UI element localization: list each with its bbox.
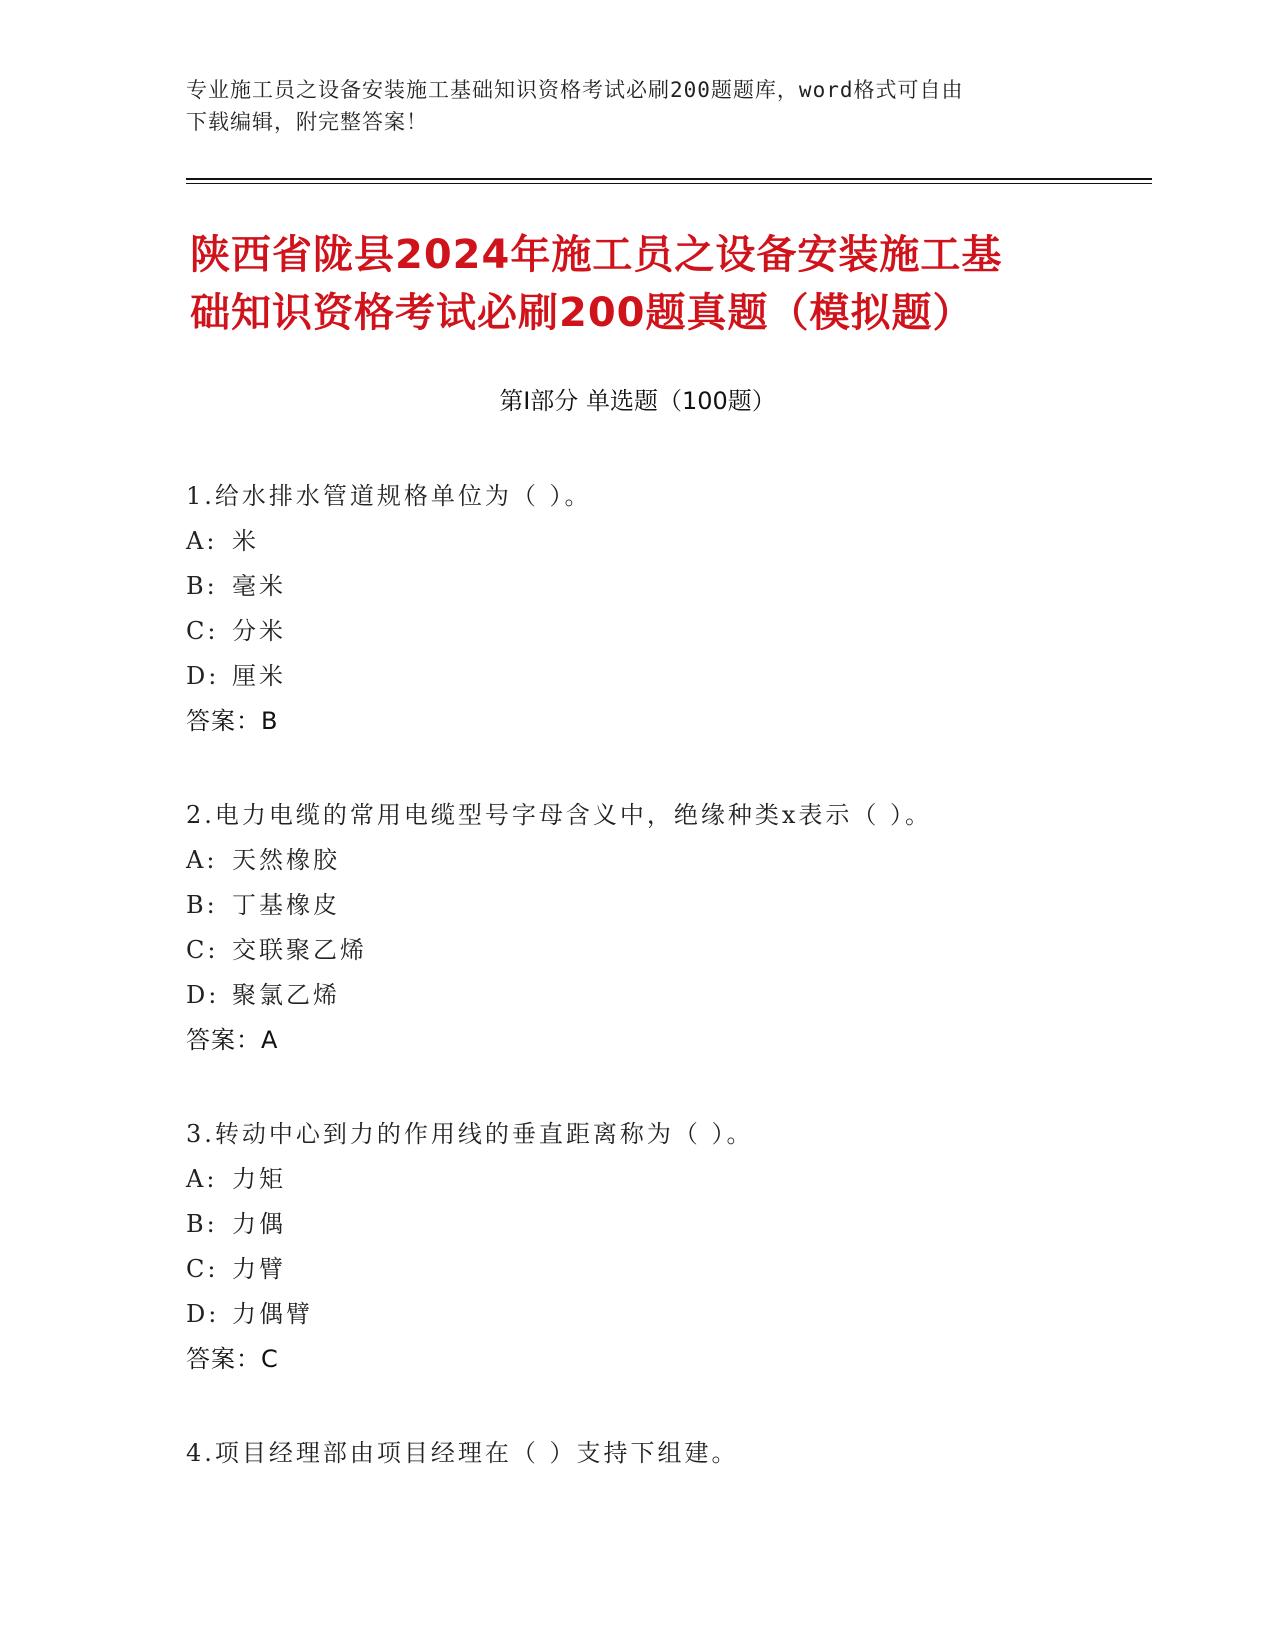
option-letter: A: xyxy=(186,1165,218,1193)
option-b xyxy=(186,564,1146,609)
question-4 xyxy=(186,1431,1146,1476)
option-c xyxy=(186,928,1146,973)
question-1 xyxy=(186,474,1146,744)
option-a xyxy=(186,1157,1146,1202)
question-list xyxy=(186,474,1146,1525)
answer-line xyxy=(186,1337,1146,1382)
answer-value: A xyxy=(261,1026,279,1054)
answer-label: 答案： xyxy=(186,707,261,735)
answer-label: 答案： xyxy=(186,1345,261,1373)
option-text: 天然橡胶 xyxy=(232,846,340,874)
header-note-line-2: 下载编辑，附完整答案！ xyxy=(186,110,428,134)
section-heading: 第Ⅰ部分 单选题（100题） xyxy=(499,387,776,415)
option-text: 米 xyxy=(232,527,259,555)
option-a xyxy=(186,519,1146,564)
document-title-line-1: 陕西省陇县2024年施工员之设备安装施工基 xyxy=(190,232,1003,278)
question-2 xyxy=(186,793,1146,1063)
option-text: 交联聚乙烯 xyxy=(232,936,367,964)
answer-line xyxy=(186,699,1146,744)
option-d xyxy=(186,654,1146,699)
document-title xyxy=(190,226,1110,342)
option-text: 力臂 xyxy=(232,1255,286,1283)
option-letter: B: xyxy=(186,1210,218,1238)
option-letter: C: xyxy=(186,1255,219,1283)
header-note-line-1: 专业施工员之设备安装施工基础知识资格考试必刷200题题库，word格式可自由 xyxy=(186,78,964,102)
option-letter: A: xyxy=(186,846,218,874)
option-letter: B: xyxy=(186,572,218,600)
question-stem: 4.项目经理部由项目经理在（ ）支持下组建。 xyxy=(186,1439,739,1467)
option-letter: D: xyxy=(186,981,220,1009)
question-stem: 1.给水排水管道规格单位为（ ）。 xyxy=(186,482,592,510)
option-letter: C: xyxy=(186,936,219,964)
option-letter: D: xyxy=(186,662,220,690)
answer-line xyxy=(186,1018,1146,1063)
option-text: 力偶臂 xyxy=(232,1300,313,1328)
answer-value: C xyxy=(261,1345,279,1373)
option-a xyxy=(186,838,1146,883)
option-letter: D: xyxy=(186,1300,220,1328)
answer-label: 答案： xyxy=(186,1026,261,1054)
answer-value: B xyxy=(261,707,279,735)
header-divider-thick xyxy=(186,178,1152,180)
option-text: 丁基橡皮 xyxy=(232,891,340,919)
option-text: 厘米 xyxy=(232,662,286,690)
option-text: 力偶 xyxy=(232,1210,286,1238)
question-stem: 3.转动中心到力的作用线的垂直距离称为（ ）。 xyxy=(186,1120,754,1148)
option-d xyxy=(186,1292,1146,1337)
option-b xyxy=(186,883,1146,928)
option-letter: C: xyxy=(186,617,219,645)
option-text: 力矩 xyxy=(232,1165,286,1193)
option-c xyxy=(186,609,1146,654)
option-c xyxy=(186,1247,1146,1292)
header-note xyxy=(186,74,1086,138)
document-title-line-2: 础知识资格考试必刷200题真题（模拟题） xyxy=(190,290,974,336)
option-letter: B: xyxy=(186,891,218,919)
question-3 xyxy=(186,1112,1146,1382)
option-text: 分米 xyxy=(232,617,286,645)
option-b xyxy=(186,1202,1146,1247)
option-text: 毫米 xyxy=(232,572,286,600)
option-text: 聚氯乙烯 xyxy=(232,981,340,1009)
option-d xyxy=(186,973,1146,1018)
question-stem: 2.电力电缆的常用电缆型号字母含义中，绝缘种类x表示（ ）。 xyxy=(186,801,933,829)
header-divider-thin xyxy=(186,183,1152,184)
option-letter: A: xyxy=(186,527,218,555)
